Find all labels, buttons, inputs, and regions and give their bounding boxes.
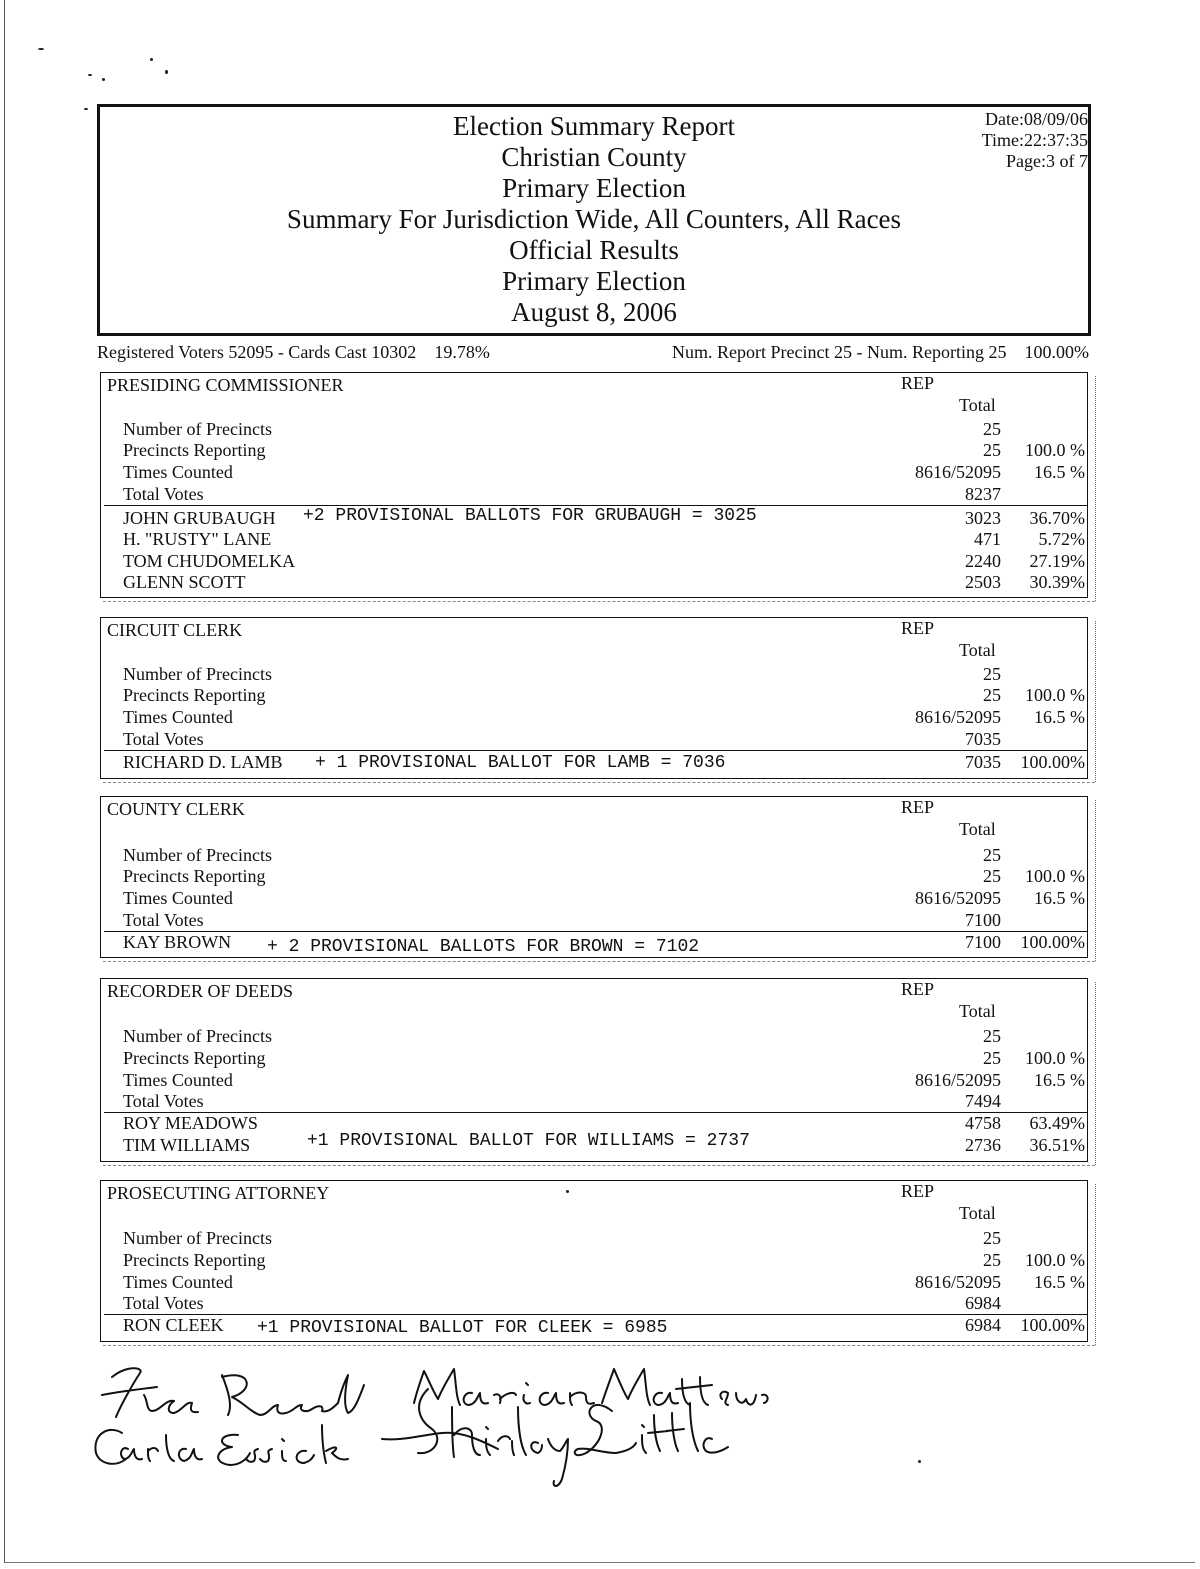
stat-label: Total Votes — [123, 729, 204, 749]
report-date: Date:08/09/06 — [985, 109, 1088, 129]
race-title: CIRCUIT CLERK — [107, 620, 243, 640]
stat-label: Times Counted — [123, 462, 233, 482]
stat-pct: 16.5 % — [1034, 462, 1085, 482]
stat-row — [101, 1250, 1087, 1272]
stat-value: 8616/52095 — [914, 888, 1001, 908]
race-circuit-clerk — [100, 617, 1088, 779]
report-page: Page:3 of 7 — [1006, 151, 1088, 171]
stat-row — [101, 845, 1087, 867]
stat-label: Precincts Reporting — [123, 685, 266, 705]
total-column-header: Total — [959, 1001, 996, 1021]
stat-label: Number of Precincts — [123, 845, 272, 865]
candidate-name: H. "RUSTY" LANE — [123, 529, 272, 549]
signatures — [82, 1355, 802, 1490]
precincts-reporting-summary — [672, 342, 1089, 363]
stat-value: 25 — [983, 1048, 1001, 1068]
stat-label: Total Votes — [123, 484, 204, 504]
race-title: PRESIDING COMMISSIONER — [107, 375, 344, 395]
candidate-pct: 5.72% — [1038, 529, 1085, 549]
header-line: Election Summary Report — [453, 111, 735, 141]
stat-label: Total Votes — [123, 1091, 204, 1111]
race-prosecuting-attorney — [100, 1180, 1088, 1342]
scan-speck — [102, 78, 105, 81]
header-line: Summary For Jurisdiction Wide, All Counters, All Races — [286, 204, 902, 234]
total-column-header: Total — [959, 395, 996, 415]
party-label: REP — [901, 1181, 935, 1201]
candidate-votes: 6984 — [965, 1315, 1001, 1335]
total-column-header: Total — [959, 640, 996, 660]
registered-voters-text: Registered Voters 52095 - Cards Cast 10302 — [97, 342, 417, 362]
provisional-ballot-note: +1 PROVISIONAL BALLOT FOR CLEEK = 6985 — [257, 1318, 668, 1338]
provisional-ballot-note: + 1 PROVISIONAL BALLOT FOR LAMB = 7036 — [315, 753, 726, 773]
stat-row — [101, 440, 1087, 462]
header-line: Primary Election — [502, 266, 686, 296]
candidate-votes: 7035 — [965, 752, 1001, 772]
candidate-name: TOM CHUDOMELKA — [123, 551, 296, 571]
candidate-pct: 100.00% — [1020, 932, 1085, 952]
scan-speck — [150, 58, 153, 61]
stat-pct: 16.5 % — [1034, 1272, 1085, 1292]
candidate-name: KAY BROWN — [123, 932, 232, 952]
scan-speck — [918, 1460, 921, 1463]
stat-value: 7494 — [965, 1091, 1001, 1111]
signature-lisa-russell — [102, 1368, 364, 1417]
stat-label: Number of Precincts — [123, 1228, 272, 1248]
stat-row — [101, 729, 1087, 751]
stat-value: 25 — [983, 685, 1001, 705]
stat-value: 8616/52095 — [914, 707, 1001, 727]
stat-label: Precincts Reporting — [123, 1048, 266, 1068]
stat-label: Total Votes — [123, 910, 204, 930]
scan-speck — [88, 74, 92, 76]
stat-row — [101, 484, 1087, 506]
stat-row — [101, 1272, 1087, 1294]
race-title: RECORDER OF DEEDS — [107, 981, 294, 1001]
candidate-name: TIM WILLIAMS — [123, 1135, 251, 1155]
stat-value: 8616/52095 — [914, 1272, 1001, 1292]
stat-value: 25 — [983, 1026, 1001, 1046]
race-recorder-of-deeds — [100, 978, 1088, 1162]
candidate-votes: 7100 — [965, 932, 1001, 952]
party-label: REP — [901, 618, 935, 638]
party-label: REP — [901, 979, 935, 999]
stat-row — [101, 664, 1087, 686]
party-label: REP — [901, 373, 935, 393]
scan-speck — [165, 70, 168, 74]
stat-label: Precincts Reporting — [123, 440, 266, 460]
race-title: COUNTY CLERK — [107, 799, 245, 819]
stat-pct: 16.5 % — [1034, 1070, 1085, 1090]
stat-value: 25 — [983, 845, 1001, 865]
total-column-header: Total — [959, 1203, 996, 1223]
stat-value: 25 — [983, 1228, 1001, 1248]
stat-row — [101, 462, 1087, 484]
candidate-votes: 3023 — [965, 508, 1001, 528]
stat-row — [101, 1026, 1087, 1048]
candidate-votes: 2736 — [965, 1135, 1001, 1155]
stat-row — [101, 1293, 1087, 1315]
signature-marian-matthews — [414, 1369, 768, 1405]
reporting-text: Num. Report Precinct 25 - Num. Reporting 25 — [672, 342, 1007, 362]
candidate-pct: 100.00% — [1020, 1315, 1085, 1335]
stat-row — [101, 1048, 1087, 1070]
stat-value: 8616/52095 — [914, 1070, 1001, 1090]
stat-row — [101, 707, 1087, 729]
candidate-pct: 36.70% — [1029, 508, 1085, 528]
header-line: Christian County — [501, 142, 687, 172]
stat-value: 25 — [983, 866, 1001, 886]
header-line: August 8, 2006 — [511, 297, 677, 327]
header-line: Primary Election — [502, 173, 686, 203]
stat-value: 8237 — [965, 484, 1001, 504]
party-label: REP — [901, 797, 935, 817]
race-county-clerk — [100, 796, 1088, 958]
stat-label: Times Counted — [123, 888, 233, 908]
stat-label: Precincts Reporting — [123, 1250, 266, 1270]
candidate-votes: 2503 — [965, 572, 1001, 592]
stat-value: 25 — [983, 664, 1001, 684]
registered-voters-pct: 19.78% — [434, 342, 490, 362]
stat-pct: 100.0 % — [1025, 685, 1085, 705]
stat-row — [101, 1070, 1087, 1092]
provisional-ballot-note: + 2 PROVISIONAL BALLOTS FOR BROWN = 7102 — [267, 937, 700, 957]
stat-label: Times Counted — [123, 1272, 233, 1292]
stat-label: Number of Precincts — [123, 419, 272, 439]
race-title: PROSECUTING ATTORNEY — [107, 1183, 330, 1203]
provisional-ballot-note: +1 PROVISIONAL BALLOT FOR WILLIAMS = 2737 — [307, 1131, 750, 1151]
report-header — [97, 104, 1091, 336]
candidate-pct: 27.19% — [1029, 551, 1085, 571]
stat-label: Precincts Reporting — [123, 866, 266, 886]
candidate-pct: 100.00% — [1020, 752, 1085, 772]
stat-label: Total Votes — [123, 1293, 204, 1313]
stat-label: Times Counted — [123, 1070, 233, 1090]
stat-pct: 16.5 % — [1034, 888, 1085, 908]
stat-row — [101, 1091, 1087, 1113]
stat-label: Number of Precincts — [123, 664, 272, 684]
stat-pct: 100.0 % — [1025, 1048, 1085, 1068]
header-meta — [982, 109, 1088, 172]
stat-row — [101, 888, 1087, 910]
candidate-pct: 63.49% — [1029, 1113, 1085, 1133]
stat-row — [101, 910, 1087, 932]
total-column-header: Total — [959, 819, 996, 839]
stat-row — [101, 1228, 1087, 1250]
stat-label: Number of Precincts — [123, 1026, 272, 1046]
stat-row — [101, 685, 1087, 707]
candidate-name: ROY MEADOWS — [123, 1113, 258, 1133]
results-divider — [104, 750, 1087, 751]
candidate-pct: 36.51% — [1029, 1135, 1085, 1155]
summary-bar — [97, 342, 1089, 366]
candidate-name: RICHARD D. LAMB — [123, 752, 283, 772]
signature-carla-essick — [95, 1425, 348, 1465]
stat-value: 25 — [983, 1250, 1001, 1270]
candidate-pct: 30.39% — [1029, 572, 1085, 592]
race-presiding-commissioner — [100, 372, 1088, 598]
stat-row — [101, 866, 1087, 888]
stat-pct: 100.0 % — [1025, 440, 1085, 460]
candidate-row — [101, 551, 1087, 573]
stat-row — [101, 419, 1087, 441]
candidate-votes: 2240 — [965, 551, 1001, 571]
stat-pct: 100.0 % — [1025, 1250, 1085, 1270]
stat-value: 25 — [983, 440, 1001, 460]
candidate-name: RON CLEEK — [123, 1315, 224, 1335]
stat-value: 8616/52095 — [914, 462, 1001, 482]
candidate-votes: 4758 — [965, 1113, 1001, 1133]
stat-pct: 100.0 % — [1025, 866, 1085, 886]
stat-value: 7035 — [965, 729, 1001, 749]
report-time: Time:22:37:35 — [981, 130, 1088, 150]
scan-speck — [38, 48, 44, 50]
header-line: Official Results — [509, 235, 679, 265]
registered-voters — [97, 342, 490, 363]
stat-value: 6984 — [965, 1293, 1001, 1313]
provisional-ballot-note: +2 PROVISIONAL BALLOTS FOR GRUBAUGH = 3025 — [303, 506, 757, 526]
stat-label: Times Counted — [123, 707, 233, 727]
stat-pct: 16.5 % — [1034, 707, 1085, 727]
reporting-pct: 100.00% — [1024, 342, 1089, 362]
candidate-name: JOHN GRUBAUGH — [123, 508, 276, 528]
header-title-block — [100, 111, 1088, 328]
stat-value: 25 — [983, 419, 1001, 439]
candidate-row — [101, 572, 1087, 594]
stat-value: 7100 — [965, 910, 1001, 930]
candidate-row — [101, 529, 1087, 551]
candidate-votes: 471 — [974, 529, 1001, 549]
candidate-name: GLENN SCOTT — [123, 572, 246, 592]
scan-speck — [84, 108, 88, 110]
